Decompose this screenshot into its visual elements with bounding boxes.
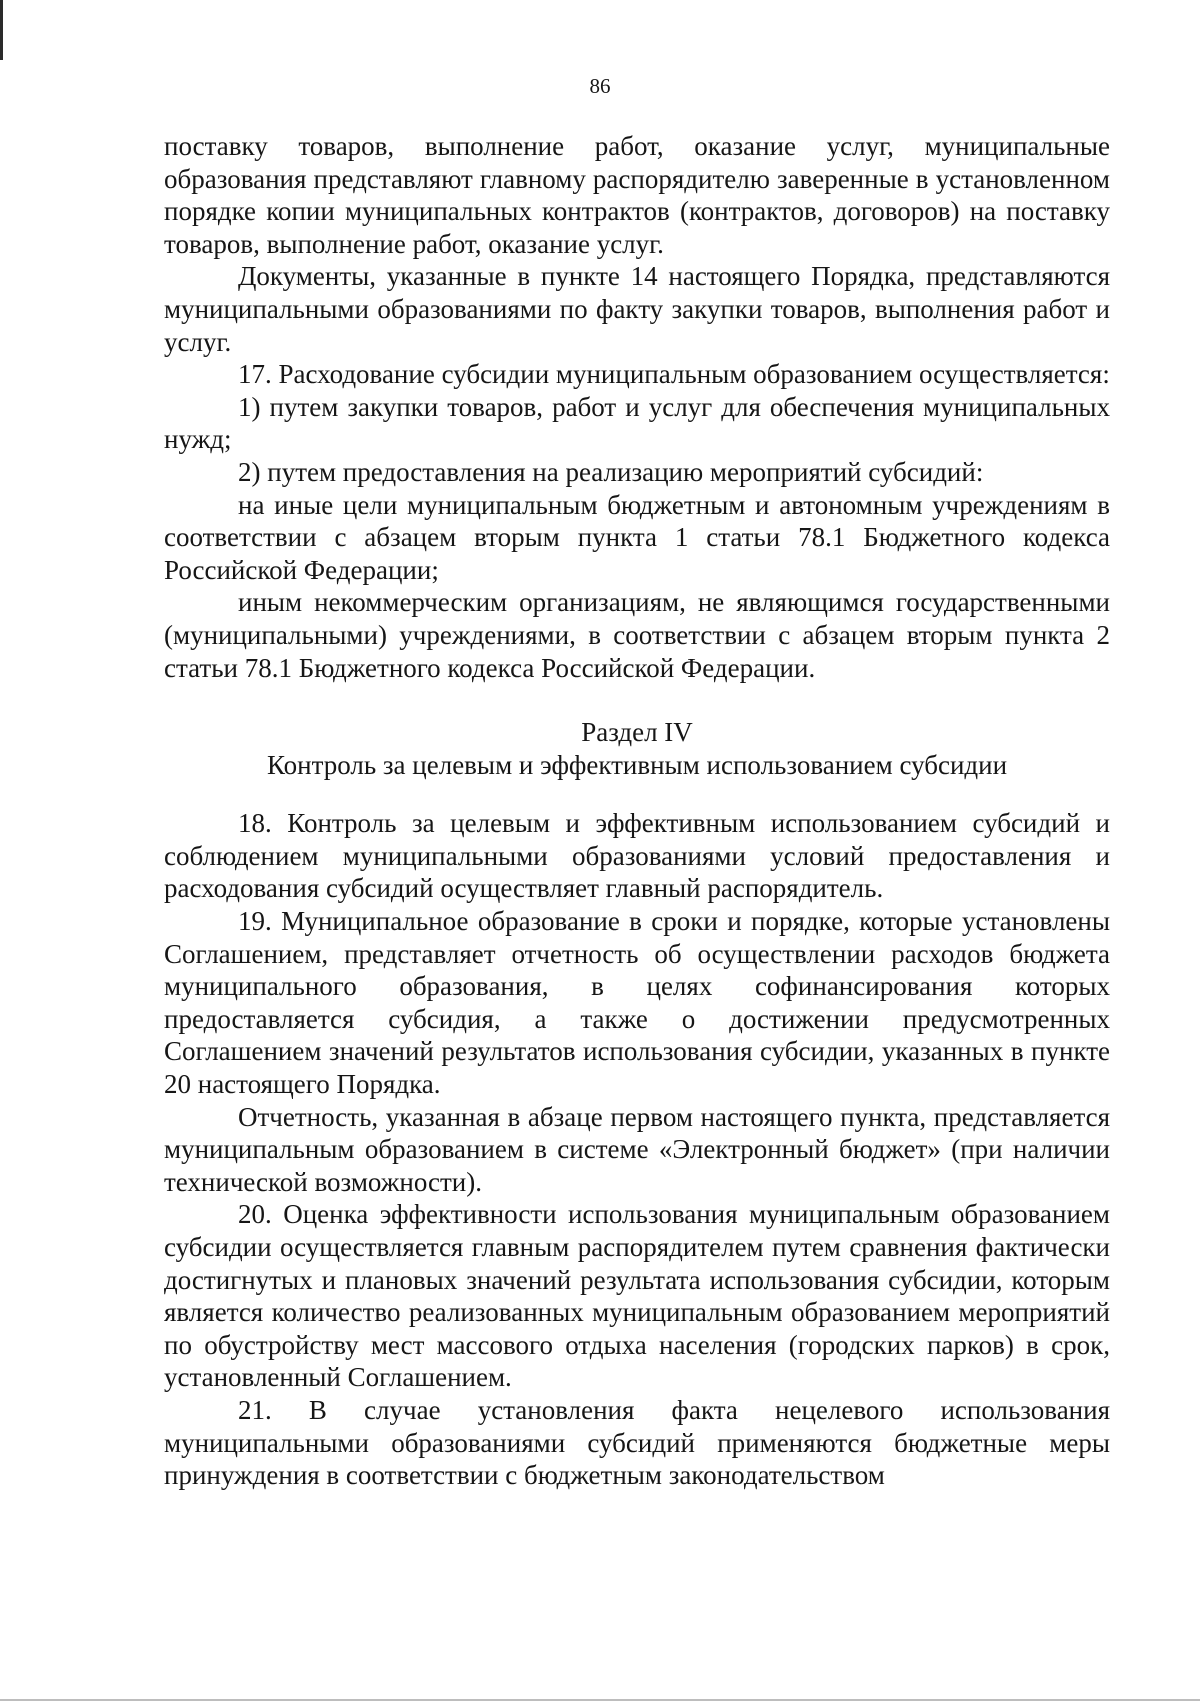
paragraph-item-20: 20. Оценка эффективности использования муниципальным образованием субсидии осуществляется главным распорядителем путем сравнения фактически достигнутых и плановых значений результата использования субсидии, которым является количество реализованных муниципальным образованием мероприятий по обустройству мест массового отдыха населения (городских парков) в срок, установленный Соглашением. xyxy=(164,1199,1110,1393)
paragraph: Документы, указанные в пункте 14 настоящего Порядка, представляются муниципальными образованиями по факту закупки товаров, выполнения работ и услуг. xyxy=(164,261,1110,357)
list-item-2: 2) путем предоставления на реализацию мероприятий субсидий: xyxy=(238,456,984,487)
page-number: 86 xyxy=(589,74,611,98)
paragraph-item-19: 19. Муниципальное образование в сроки и порядке, которые установлены Соглашением, представляет отчетность об осуществлении расходов бюджета муниципального образования, в целях софинансирования которых предоставляется субсидия, а также о достижении предусмотренных Соглашением значений результатов использования субсидии, указанных в пункте 20 настоящего Порядка. xyxy=(164,906,1110,1100)
document-body xyxy=(164,130,1110,1492)
list-item-1: 1) путем закупки товаров, работ и услуг для обеспечения муниципальных нужд; xyxy=(164,391,1110,455)
paragraph: иным некоммерческим организациям, не являющимся государственными (муниципальными) учреждениями, в соответствии с абзацем вторым пункта 2 статьи 78.1 Бюджетного кодекса Российской Федерации. xyxy=(164,587,1110,683)
scan-edge-mark xyxy=(0,0,3,60)
paragraph: поставку товаров, выполнение работ, оказание услуг, муниципальные образования представляют главному распорядителю заверенные в установленном порядке копии муниципальных контрактов (контрактов, договоров) на поставку товаров, выполнение работ, оказание услуг. xyxy=(164,131,1110,259)
paragraph: на иные цели муниципальным бюджетным и автономным учреждениям в соответствии с абзацем вторым пункта 1 статьи 78.1 Бюджетного кодекса Российской Федерации; xyxy=(164,489,1110,585)
section-label: Раздел IV xyxy=(581,717,693,748)
section-title: Контроль за целевым и эффективным использованием субсидии xyxy=(266,749,1008,780)
paragraph-item-18: 18. Контроль за целевым и эффективным использованием субсидий и соблюдением муниципальными образованиями условий предоставления и расходования субсидий осуществляет главный распорядитель. xyxy=(164,808,1110,904)
paragraph: Отчетность, указанная в абзаце первом настоящего пункта, представляется муниципальным образованием в системе «Электронный бюджет» (при наличии технической возможности). xyxy=(164,1101,1110,1197)
paragraph-item-21: 21. В случае установления факта нецелевого использования муниципальными образованиями субсидий применяются бюджетные меры принуждения в соответствии с бюджетным законодательством xyxy=(164,1394,1110,1491)
paragraph-item-17: 17. Расходование субсидии муниципальным образованием осуществляется: xyxy=(238,359,1110,390)
section-heading xyxy=(164,716,1110,781)
